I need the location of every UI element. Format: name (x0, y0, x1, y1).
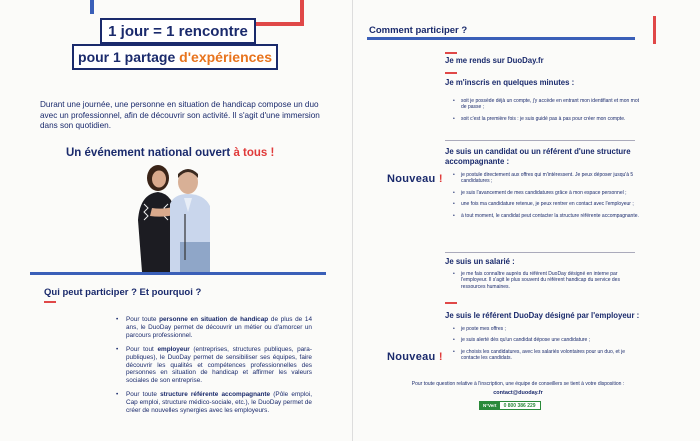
who-list (116, 316, 312, 421)
list-item: • je suis alerté dès qu'un candidat dépose une candidature ; (453, 337, 643, 343)
intro-paragraph: Durant une journée, une personne en situation de handicap compose un duo avec un professionnel, afin de découvrir son activité. Il s'agit d'une immersion dans son quotidien. (40, 100, 320, 130)
headline-1: 1 jour = 1 rencontre (108, 22, 248, 40)
list-item-text: Pour toute (126, 391, 161, 399)
list-item-bold: personne en situation de handicap (159, 316, 269, 323)
list-item: • soit je possède déjà un compte, j'y accède en entrant mon identifiant et mon mot de passe ; (453, 98, 643, 111)
how-heading: Comment participer ? (369, 25, 468, 36)
step-heading: Je m'inscris en quelques minutes : (445, 78, 575, 87)
phone-badge (479, 401, 541, 410)
separator (445, 140, 635, 141)
accent-line (445, 302, 457, 304)
headline-box-2 (72, 44, 278, 70)
list-item-bold: structure référente accompagnante (160, 391, 271, 399)
list-item-bold: employeur (157, 345, 190, 353)
right-page (352, 0, 700, 441)
headline-2: pour 1 partage (78, 49, 176, 65)
headline-box-1 (100, 18, 256, 44)
step-list (453, 271, 643, 295)
accent-line (445, 52, 457, 54)
new-badge-mark: ! (435, 351, 443, 363)
step-heading: Je suis un salarié : (445, 257, 515, 266)
contact-email-link[interactable]: contact@duoday.fr (493, 390, 543, 396)
new-badge-mark: ! (435, 173, 443, 185)
event-heading (66, 147, 274, 159)
phone-number: 0 800 386 229 (503, 402, 536, 409)
list-item: • à tout moment, le candidat peut contacter la structure référente accompagnante. (453, 213, 643, 219)
list-item-text: (entreprises, structures publiques, para-publiques), le DuoDay permet de sensibiliser ses équipes, faire découvrir les qualités et compétences professionnelles des personnes en situation de handicap et affirmer les valeurs sociales de son entreprise. (126, 345, 312, 385)
list-item-text: de plus de 14 ans, le DuoDay permet de découvrir un métier ou d'amorcer un parcours professionnel. (126, 316, 312, 339)
step-list (453, 326, 643, 367)
list-item: • une fois ma candidature retenue, je peux rentrer en contact avec l'employeur ; (453, 201, 643, 207)
step-heading: Je suis le référent DuoDay désigné par l'employeur : (445, 311, 640, 320)
frame-line (653, 16, 656, 44)
frame-line (256, 22, 304, 26)
list-item: • je me fais connaître auprès du référent DuoDay désigné en interne par l'employeur. Il s'agit le plus souvent du référent handicap du service des ressources humaines. (453, 271, 643, 290)
list-item (116, 346, 312, 386)
accent-line (445, 72, 457, 74)
phone-tag: N°Vert (480, 402, 500, 409)
new-badge (387, 351, 443, 363)
headline-2-accent: d'expériences (179, 49, 272, 65)
list-item-text: Pour tout (126, 345, 158, 353)
new-badge-word: Nouveau (387, 351, 436, 363)
list-item-text: Pour toute (126, 316, 160, 323)
list-item: • je suis l'avancement de mes candidatures grâce à mon espace personnel ; (453, 190, 643, 196)
step-heading: Je suis un candidat ou un référent d'une structure accompagnante : (445, 147, 631, 166)
new-badge (387, 173, 443, 185)
duo-photo (124, 160, 220, 272)
step-list (453, 172, 643, 224)
new-badge-word: Nouveau (387, 173, 436, 185)
list-item: • je poste mes offres ; (453, 326, 643, 332)
step-list (453, 98, 643, 127)
section-divider (30, 272, 326, 275)
list-item: • je choisis les candidatures, avec les salariés volontaires pour un duo, et je contacte les candidats. (453, 349, 643, 362)
frame-line (90, 0, 94, 14)
separator (445, 252, 635, 253)
accent-line (44, 301, 56, 303)
list-item (116, 391, 312, 415)
frame-line (300, 0, 304, 24)
section-divider (367, 37, 635, 40)
list-item-text: (Pôle emploi, Cap emploi, structure médico-sociale, etc.), le DuoDay permet de créer de nouvelles synergies avec les employeurs. (126, 391, 312, 415)
step-heading: Je me rends sur DuoDay.fr (445, 56, 544, 65)
list-item (116, 316, 312, 340)
list-item: • je postule directement aux offres qui m'intéressent. Je peux déposer jusqu'à 5 candidatures ; (453, 172, 643, 185)
who-heading: Qui peut participer ? Et pourquoi ? (44, 287, 202, 298)
list-item: • soit c'est la première fois : je suis guidé pas à pas pour créer mon compte. (453, 116, 643, 122)
contact-text: Pour toute question relative à l'inscription, une équipe de conseillers se tient à votre disposition : (411, 381, 625, 387)
event-heading-accent: à tous ! (233, 147, 275, 159)
event-heading-main: Un événement national ouvert (66, 147, 231, 159)
